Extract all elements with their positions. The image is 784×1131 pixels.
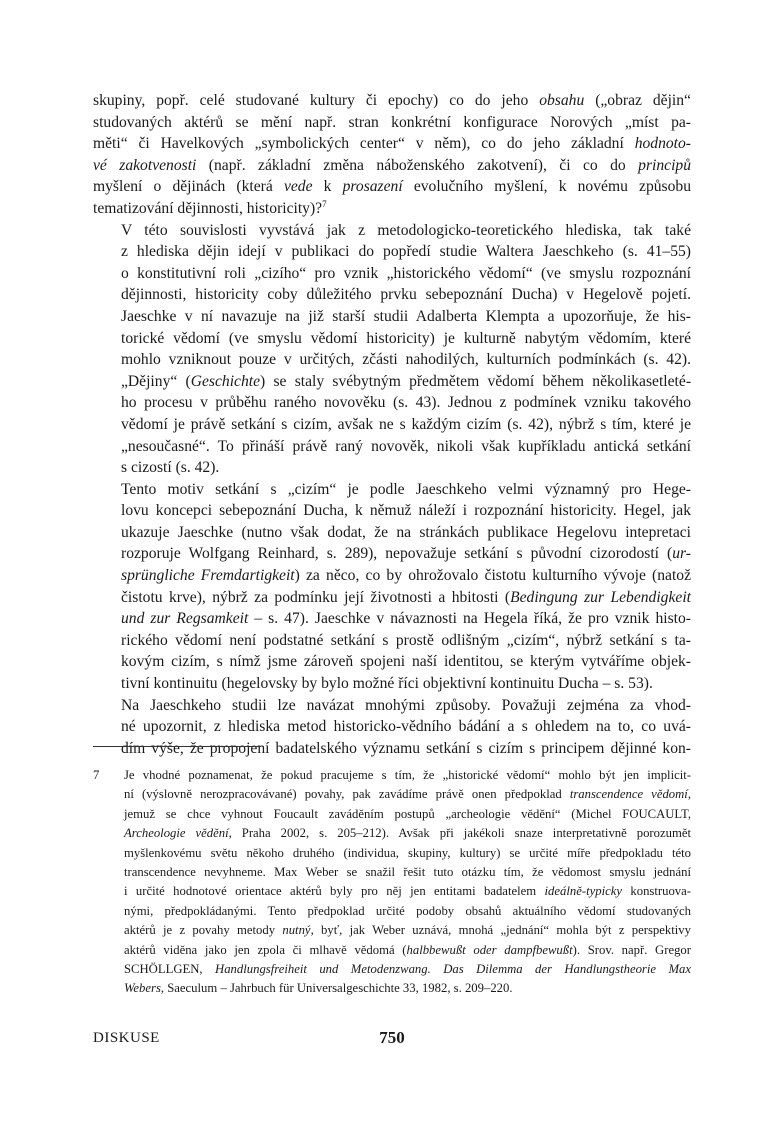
text-line: torické vědomí (ve smyslu vědomí historicity) je kulturně nabytým vědomím, které (121, 329, 691, 347)
italic-text: ideálně-typicky (544, 884, 623, 899)
text-line: jemuž se chce vyhnout Foucault zaváděním postupů „archeologie vědění“ (Michel FOUCAULT, (124, 806, 691, 821)
text-line: s cizostí (s. 42). (121, 459, 220, 477)
text-line: dějinnosti, historicity coby důležitého prvku sebepoznání Ducha) v Hegelově pojetí. (121, 286, 691, 304)
italic-text: vede (283, 178, 313, 196)
text-line: o konstitutivní roli „cizího“ pro vznik „historického vědomí“ (ve smyslu rozpoznání (121, 264, 691, 282)
paragraph (93, 90, 691, 220)
text-line: Webers, Saeculum – Jahrbuch für Universalgeschichte 33, 1982, s. 209–220. (124, 981, 513, 996)
text-line: vědomí je právě setkání s cizím, avšak ne s každým cizím (s. 42), nýbrž s tím, které je (121, 415, 691, 433)
running-footer: DISKUSE (93, 1030, 160, 1046)
text-line: sprüngliche Fremdartigkeit) za něco, co by ohrožovalo čistotu kulturního vývoje (natož (121, 567, 692, 585)
italic-text: nutný (282, 923, 311, 938)
text-line: ukazuje Jaeschke (nutno však dodat, že na stránkách publikace Hegelovu intepretaci (121, 523, 691, 541)
italic-text: sprüngliche Fremdartigkeit (121, 567, 295, 585)
italic-text: obsahu (539, 92, 585, 109)
italic-text: prosazení (342, 178, 403, 196)
italic-text: halbbewußt oder dampfbewußt (406, 942, 573, 957)
text-line: i určité hodnotové orientace aktérů byly pro něj jen entitami badatelem ideálně-typicky konstruova- (124, 884, 692, 899)
text-line: Tento motiv setkání s „cizím“ je podle Jaeschkeho velmi významný pro Hege- (121, 480, 691, 498)
text-line: myšlení o dějinách (která vede k prosazení evolučního myšlení, k novému způsobu (93, 178, 691, 196)
text-line: V této souvislosti vyvstává jak z metodologicko-teoretického hlediska, tak také (121, 221, 691, 239)
footnote-separator (93, 746, 261, 747)
text-line: kovým cizím, s nímž jsme zároveň spojeni naší identitou, se kterým vytváříme objek- (121, 653, 691, 671)
text-line: né upozornit, z hlediska metod historicko-vědního bádání a s ohledem na to, co uvá- (121, 718, 691, 736)
text-line: měti“ či Havelkových „symbolických center“ v něm), co do jeho základní hodnoto- (93, 135, 691, 153)
text-line: z hlediska dějin idejí v publikaci do popředí studie Waltera Jaeschkeho (s. 41–55) (121, 243, 691, 261)
italic-text: Archeologie vědění (124, 826, 229, 841)
text-line: transcendence nevyhneme. Max Weber se snažil řešit tuto otázku tím, že vědomost smyslu jednání (124, 865, 691, 880)
text-line: skupiny, popř. celé studované kultury či epochy) co do jeho obsahu („obraz dějin“ (93, 92, 691, 109)
page-number: 750 (379, 1028, 405, 1047)
text-line: und zur Regsamkeit – s. 47). Jaeschke v návaznosti na Hegela říká, že pro vznik histo- (121, 610, 691, 628)
text-line: dím výše, že propojení badatelského významu setkání s cizím s principem dějinné kon- (121, 739, 691, 757)
paragraph (93, 695, 691, 760)
italic-text: ur- (672, 545, 691, 563)
main-text (93, 90, 691, 759)
italic-text: vé zakotvenosti (93, 156, 197, 174)
italic-text: principů (638, 156, 691, 174)
text-line: ní (výslovně nerozpracovávané) povahy, pak zavádíme právě onen předpoklad transcendence vědomí, (124, 787, 691, 802)
italic-text: Webers (124, 981, 161, 996)
text-line: „Dějiny“ (Geschichte) se staly svébytným předmětem vědomí během několikasetleté- (121, 372, 692, 390)
text-line: tivní kontinuitu (hegelovsky by bylo možné říci objektivní kontinuitu Ducha – s. 53). (121, 675, 653, 693)
text-line: tematizování dějinnosti, historicity)?$^7$ (93, 198, 327, 217)
text-line: Archeologie vědění, Praha 2002, s. 205–212). Avšak při jakékoli snaze interpretativně porozumět (124, 826, 691, 841)
text-line: studovaných aktérů se mění např. stran konkrétní konfigurace Norových „míst pa- (93, 113, 691, 131)
paragraph (93, 220, 691, 479)
text-line: nými, předpokládanými. Tento předpoklad určité podoby obsahů aktuálního vědomí studovaných (124, 903, 691, 918)
text-line: SCHÖLLGEN, Handlungsfreiheit und Metodenzwang. Das Dilemma der Handlungstheorie Max (124, 962, 691, 977)
text-line: čistotu krve), nýbrž za podmínku její životnosti a hbitosti (Bedingung zur Lebendigkeit (121, 588, 691, 606)
italic-text: Geschichte (190, 372, 261, 390)
italic-text: hodnoto- (634, 135, 691, 153)
text-line: „nesoučasné“. To přináší právě raný novověk, nikoli však kupříkladu antická setkání (121, 437, 691, 455)
text-line: myšlenkovému světu někoho druhého (individua, skupiny, kultury) se určité míře předpokladu této (124, 845, 691, 860)
text-line: Na Jaeschkeho studii lze navázat mnohými způsoby. Považuji zejména za vhod- (121, 696, 691, 714)
italic-text: und zur Regsamkeit (121, 610, 249, 628)
italic-text: transcendence vědomí (569, 787, 688, 802)
text-line: Jaeschke v ní navazuje na již starší studii Adalberta Klempta a upozorňuje, že his- (121, 307, 691, 325)
footnote-reference[interactable]: 7 (322, 198, 327, 209)
text-line: aktérů je z povahy metody nutný, byť, jak Weber uznává, mnohá „jednání“ mohla být z perspektivy (124, 923, 691, 938)
text-line: lovu koncepci sebepoznání Ducha, k němuž náleží i rozpoznání historicity. Hegel, jak (121, 502, 691, 520)
text-line: ho procesu v průběhu raného novověku (s. 43). Jednou z podmínek vzniku takového (121, 394, 691, 412)
text-line: mohlo vzniknout pouze v určitých, zčásti nahodilých, kulturních podmínkách (s. 42). (121, 351, 691, 369)
text-line: rického vědomí není podstatné setkání s prostě odlišným „cizím“, nýbrž setkání s ta- (121, 631, 691, 649)
italic-text: Bedingung zur Lebendigkeit (510, 588, 691, 606)
text-line: vé zakotvenosti (např. základní změna náboženského zakotvení), či co do principů (93, 156, 691, 174)
footnote (93, 766, 691, 999)
paragraph (93, 479, 691, 695)
footnote-number: 7 (93, 768, 100, 782)
text-line: Je vhodné poznamenat, že pokud pracujeme s tím, že „historické vědomí“ mohlo být jen implicit- (124, 768, 691, 782)
italic-text: Handlungsfreiheit und Metodenzwang. Das Dilemma der Handlungstheorie Max (215, 962, 691, 977)
text-line: aktérů viděna jako jen zpola či mlhavě vědomá (halbbewußt oder dampfbewußt). Srov. např. Gregor (124, 942, 691, 957)
footnote-text (124, 766, 691, 999)
text-line: rozporuje Wolfgang Reinhard, s. 289), nepovažuje setkání s původní cizorodostí (ur- (121, 545, 691, 563)
